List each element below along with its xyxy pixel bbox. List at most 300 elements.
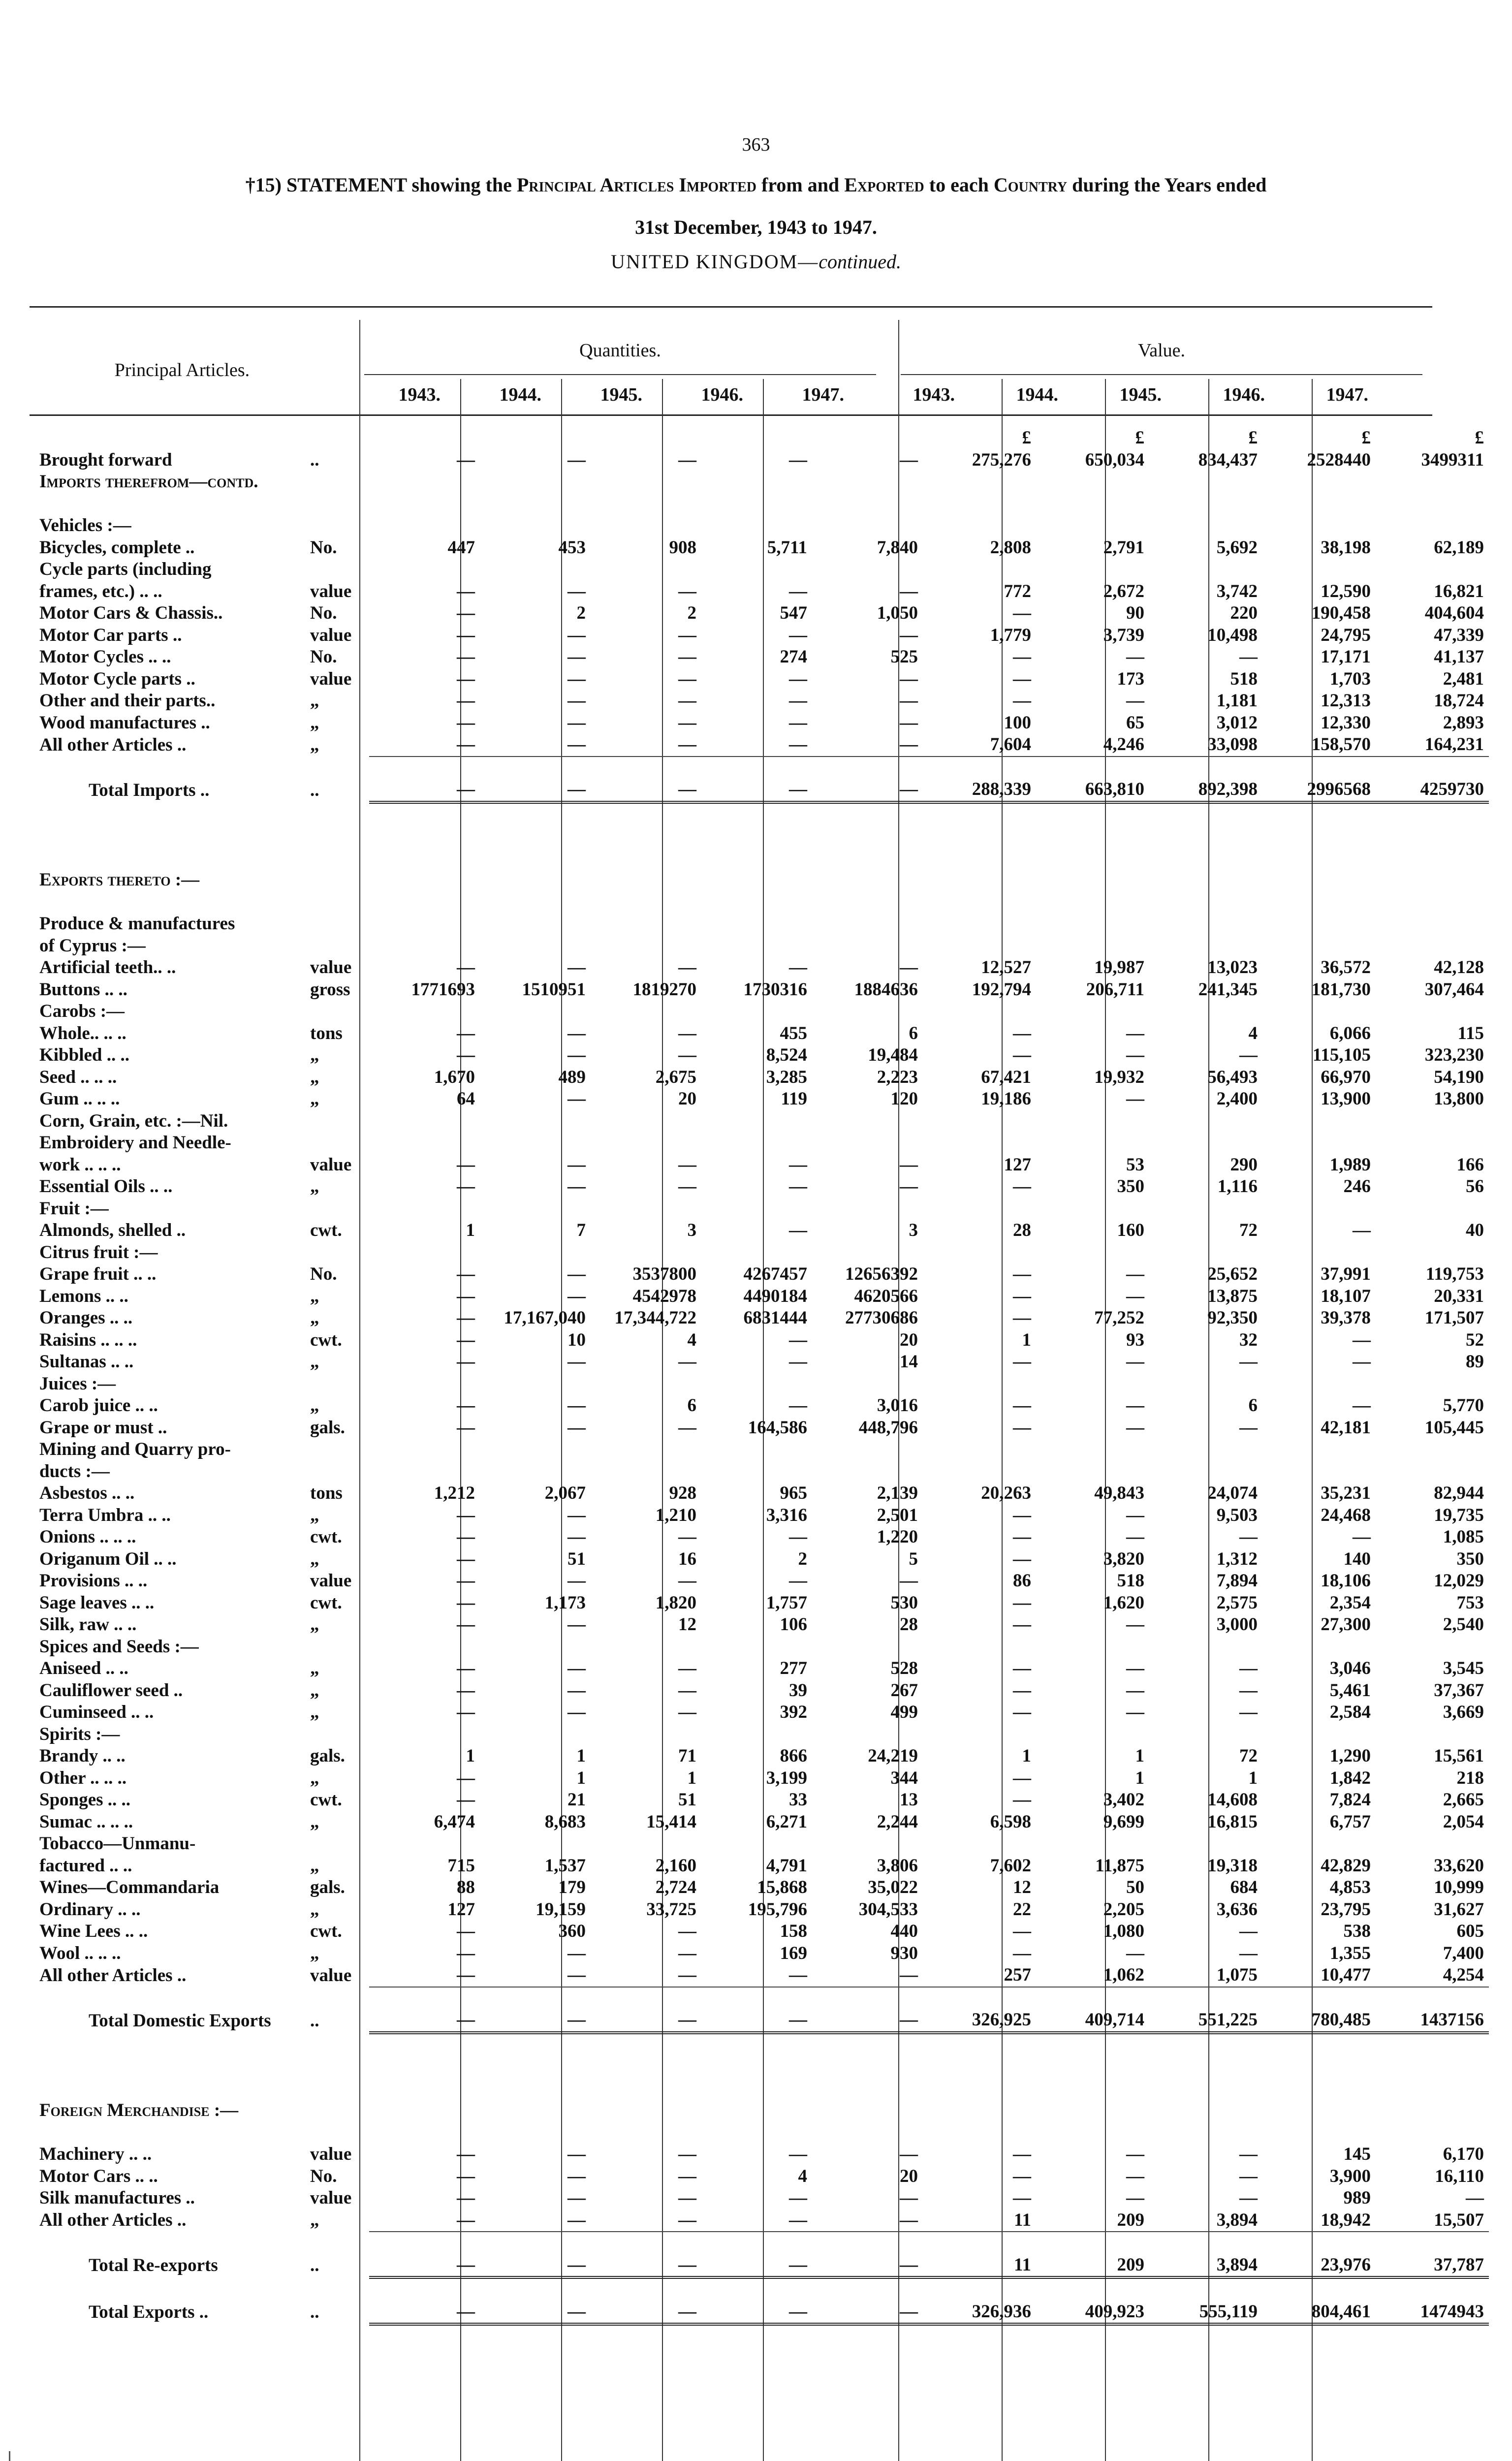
quantity-cell bbox=[480, 802, 591, 826]
article-label: Juices :— bbox=[39, 1373, 116, 1394]
quantity-cell bbox=[369, 1439, 480, 1461]
value-cell bbox=[923, 1132, 1036, 1154]
value-cell bbox=[923, 2056, 1036, 2078]
quantity-cell: 440 bbox=[890, 1921, 918, 1942]
unit-label: „ bbox=[310, 1548, 319, 1569]
quantity-cell: — bbox=[678, 1680, 696, 1701]
quantity-cell bbox=[812, 935, 923, 957]
quantity-cell: — bbox=[457, 712, 475, 733]
quantity-cell: — bbox=[900, 691, 918, 711]
table-row bbox=[30, 1307, 1489, 1329]
value-cell: — bbox=[1013, 1921, 1031, 1942]
quantity-cell bbox=[812, 2277, 923, 2301]
quantity-cell: — bbox=[567, 1176, 586, 1197]
value-cell bbox=[1036, 559, 1149, 581]
article-label bbox=[30, 493, 310, 515]
value-cell bbox=[1036, 2033, 1149, 2056]
value-cell: — bbox=[1126, 1505, 1144, 1525]
quantity-cell bbox=[480, 935, 591, 957]
article-label: ducts :— bbox=[39, 1461, 110, 1482]
quantity-cell bbox=[812, 2078, 923, 2100]
quantity-cell bbox=[480, 1110, 591, 1133]
value-cell: — bbox=[1239, 647, 1258, 667]
value-cell: 6,170 bbox=[1443, 2144, 1484, 2165]
quantity-cell: 16 bbox=[678, 1548, 696, 1569]
quantity-cell bbox=[701, 1373, 812, 1395]
value-cell: — bbox=[1013, 1658, 1031, 1679]
value-cell: 5,461 bbox=[1329, 1680, 1371, 1701]
quantity-cell bbox=[701, 1242, 812, 1264]
value-cell bbox=[1149, 757, 1262, 779]
quantity-cell bbox=[591, 935, 701, 957]
value-cell: 650,034 bbox=[1085, 449, 1144, 470]
quantity-cell bbox=[812, 1833, 923, 1855]
quantity-cell: 4 bbox=[687, 1329, 696, 1350]
quantity-cell: — bbox=[457, 647, 475, 667]
value-cell: 6,066 bbox=[1329, 1023, 1371, 1043]
table-row bbox=[30, 2122, 1489, 2144]
value-cell: 326,936 bbox=[923, 2301, 1036, 2325]
quantity-cell bbox=[701, 802, 812, 826]
year-header-v1945: 1945. bbox=[1119, 384, 1162, 405]
unit-label bbox=[310, 1198, 369, 1220]
value-cell: 10,498 bbox=[1207, 625, 1258, 645]
value-cell: 24,795 bbox=[1321, 625, 1371, 645]
header-bottom-rule bbox=[30, 414, 1432, 416]
value-cell: 780,485 bbox=[1262, 2009, 1376, 2033]
value-cell: — bbox=[1126, 691, 1144, 711]
header-top-rule bbox=[30, 306, 1432, 308]
value-cell: 16,815 bbox=[1207, 1811, 1258, 1832]
value-cell bbox=[1036, 1242, 1149, 1264]
quantity-cell: — bbox=[457, 1790, 475, 1810]
quantity-cell bbox=[812, 802, 923, 826]
value-cell: 115 bbox=[1457, 1023, 1484, 1043]
value-cell: 62,189 bbox=[1434, 537, 1484, 558]
table-row bbox=[30, 757, 1489, 779]
quantity-cell bbox=[701, 427, 812, 449]
table-row bbox=[30, 2078, 1489, 2100]
quantity-cell bbox=[480, 2232, 591, 2254]
value-cell: £ bbox=[1475, 428, 1484, 448]
value-cell: 20,263 bbox=[981, 1483, 1031, 1504]
quantity-cell: — bbox=[678, 1023, 696, 1043]
quantity-cell: 6 bbox=[687, 1395, 696, 1416]
value-cell: — bbox=[1013, 2166, 1031, 2186]
value-cell bbox=[923, 913, 1036, 935]
value-cell bbox=[1376, 1110, 1489, 1133]
quantity-cell: — bbox=[591, 779, 701, 802]
article-label: Motor Cycles .. .. bbox=[39, 647, 171, 667]
unit-label: .. bbox=[310, 2255, 319, 2276]
article-label: Silk, raw .. .. bbox=[39, 1614, 137, 1635]
unit-label: „ bbox=[310, 1505, 319, 1525]
quantity-cell: — bbox=[567, 1702, 586, 1723]
value-cell: 190,458 bbox=[1311, 603, 1371, 624]
value-cell: — bbox=[1126, 1395, 1144, 1416]
quantity-cell: — bbox=[678, 1921, 696, 1942]
value-cell: — bbox=[1353, 1395, 1371, 1416]
value-cell bbox=[1376, 848, 1489, 870]
unit-label bbox=[310, 559, 369, 581]
table-row bbox=[30, 2301, 1489, 2325]
value-cell: 1,181 bbox=[1216, 691, 1258, 711]
quantity-cell: — bbox=[457, 1921, 475, 1942]
value-cell: — bbox=[1013, 1352, 1031, 1372]
quantity-cell: — bbox=[457, 1527, 475, 1547]
quantity-cell bbox=[369, 559, 480, 581]
unit-label: „ bbox=[310, 1089, 319, 1109]
unit-label bbox=[310, 2100, 369, 2122]
value-cell: 6,598 bbox=[990, 1811, 1031, 1832]
year-header-q1943: 1943. bbox=[398, 384, 441, 405]
quantity-cell: 2,501 bbox=[877, 1505, 918, 1525]
value-cell: 4,246 bbox=[1036, 734, 1149, 757]
value-cell: 37,991 bbox=[1321, 1264, 1371, 1285]
quantity-cell: — bbox=[457, 2166, 475, 2186]
value-cell: — bbox=[1126, 2144, 1144, 2165]
quantity-cell bbox=[591, 802, 701, 826]
value-cell: 1474943 bbox=[1376, 2301, 1489, 2325]
article-label: Motor Cars .. .. bbox=[39, 2166, 158, 2186]
quantity-cell: 1 bbox=[576, 1767, 586, 1788]
quantity-cell: — bbox=[567, 1395, 586, 1416]
value-cell: 1,080 bbox=[1103, 1921, 1144, 1942]
quantity-cell bbox=[812, 2100, 923, 2122]
value-cell: 18,724 bbox=[1434, 691, 1484, 711]
value-cell: 12,527 bbox=[981, 957, 1031, 978]
quantity-cell: — bbox=[678, 712, 696, 733]
quantity-cell: 10 bbox=[567, 1329, 586, 1350]
quantity-cell: — bbox=[701, 779, 812, 802]
quantity-cell: 1 bbox=[576, 1746, 586, 1767]
quantity-cell: — bbox=[812, 2009, 923, 2033]
value-cell: 1,355 bbox=[1329, 1943, 1371, 1963]
value-cell: — bbox=[1126, 647, 1144, 667]
table-row bbox=[30, 427, 1489, 449]
value-cell bbox=[1149, 1242, 1262, 1264]
quantity-cell: 39 bbox=[789, 1680, 807, 1701]
quantity-cell bbox=[369, 891, 480, 914]
quantity-cell: 15,414 bbox=[646, 1811, 696, 1832]
quantity-cell: 6,474 bbox=[434, 1811, 475, 1832]
unit-label: „ bbox=[310, 1811, 319, 1832]
quantity-cell: 6,271 bbox=[766, 1811, 807, 1832]
article-label: Embroidery and Needle- bbox=[39, 1133, 231, 1153]
value-cell bbox=[1036, 1439, 1149, 1461]
value-cell: 140 bbox=[1343, 1548, 1371, 1569]
quantity-cell: — bbox=[812, 779, 923, 802]
table-row bbox=[30, 1242, 1489, 1264]
table-row bbox=[30, 2277, 1489, 2301]
table-row bbox=[30, 1110, 1489, 1133]
quantity-cell bbox=[812, 757, 923, 779]
unit-label: value bbox=[310, 581, 352, 601]
unit-label: „ bbox=[310, 1658, 319, 1679]
value-cell: 49,843 bbox=[1094, 1483, 1144, 1504]
value-cell: — bbox=[1353, 1352, 1371, 1372]
quantity-cell: — bbox=[457, 1592, 475, 1613]
quantity-cell: 158 bbox=[780, 1921, 807, 1942]
quantity-cell: — bbox=[567, 1943, 586, 1963]
value-cell bbox=[1262, 2232, 1376, 2254]
value-cell bbox=[1036, 1001, 1149, 1023]
table-row bbox=[30, 1811, 1489, 1833]
value-cell bbox=[1149, 1001, 1262, 1023]
quantity-cell: 127 bbox=[447, 1899, 475, 1920]
quantity-cell: — bbox=[369, 1964, 480, 1987]
quantity-cell bbox=[591, 1987, 701, 2010]
quantity-cell: 448,796 bbox=[858, 1417, 918, 1438]
article-label: Tobacco—Unmanu- bbox=[39, 1833, 196, 1854]
quantity-cell: — bbox=[457, 1658, 475, 1679]
quantity-cell bbox=[701, 848, 812, 870]
value-cell bbox=[1376, 913, 1489, 935]
quantity-cell: — bbox=[567, 1680, 586, 1701]
value-cell: — bbox=[1126, 1023, 1144, 1043]
quantity-cell: — bbox=[567, 1527, 586, 1547]
value-cell bbox=[1262, 1636, 1376, 1658]
article-label: Fruit :— bbox=[39, 1198, 109, 1219]
quantity-cell: 195,796 bbox=[748, 1899, 807, 1920]
quantity-cell bbox=[369, 2232, 480, 2254]
quantity-cell: — bbox=[457, 1614, 475, 1635]
value-cell: 3,000 bbox=[1216, 1614, 1258, 1635]
quantity-cell bbox=[369, 1198, 480, 1220]
quantity-cell: 2,724 bbox=[655, 1877, 696, 1898]
quantity-cell: — bbox=[789, 1220, 807, 1241]
article-label bbox=[30, 2232, 310, 2254]
value-cell bbox=[1149, 891, 1262, 914]
quantity-cell: 453 bbox=[558, 537, 586, 558]
value-cell: 28 bbox=[1013, 1220, 1031, 1241]
unit-label: „ bbox=[310, 1767, 319, 1788]
title-part-c: from and bbox=[761, 174, 840, 196]
quantity-cell: — bbox=[591, 2209, 701, 2232]
value-cell: 100 bbox=[1004, 712, 1031, 733]
quantity-cell bbox=[591, 1198, 701, 1220]
quantity-cell bbox=[591, 1132, 701, 1154]
unit-label bbox=[310, 802, 369, 826]
quantity-cell: 17,167,040 bbox=[504, 1308, 586, 1328]
value-cell: — bbox=[1013, 668, 1031, 689]
value-cell: — bbox=[1126, 1527, 1144, 1547]
quantity-cell bbox=[812, 1987, 923, 2010]
value-cell: £ bbox=[1361, 428, 1371, 448]
unit-label bbox=[310, 757, 369, 779]
value-cell bbox=[1036, 1373, 1149, 1395]
unit-label: value bbox=[310, 957, 352, 978]
value-cell: 41,137 bbox=[1434, 647, 1484, 667]
quantity-cell: 530 bbox=[890, 1592, 918, 1613]
value-cell bbox=[1262, 2100, 1376, 2122]
unit-label bbox=[310, 1132, 369, 1154]
value-cell: 4259730 bbox=[1376, 779, 1489, 802]
value-cell bbox=[1149, 848, 1262, 870]
value-cell bbox=[1149, 559, 1262, 581]
quantity-cell: 2 bbox=[687, 603, 696, 624]
quantity-cell: — bbox=[480, 1964, 591, 1987]
article-label: factured .. .. bbox=[39, 1855, 132, 1876]
value-cell bbox=[1036, 825, 1149, 848]
quantity-cell: — bbox=[457, 1045, 475, 1066]
value-cell: 2,481 bbox=[1443, 668, 1484, 689]
quantity-cell bbox=[591, 559, 701, 581]
quantity-cell: 4267457 bbox=[743, 1264, 807, 1285]
value-cell: 2,791 bbox=[1103, 537, 1144, 558]
quantity-cell: — bbox=[567, 1264, 586, 1285]
value-cell bbox=[1376, 1373, 1489, 1395]
quantity-cell bbox=[812, 2033, 923, 2056]
table-row bbox=[30, 1154, 1489, 1176]
value-cell: — bbox=[1126, 1614, 1144, 1635]
table-row bbox=[30, 2209, 1489, 2232]
quantity-cell: — bbox=[678, 647, 696, 667]
quantity-cell: — bbox=[900, 1571, 918, 1591]
value-cell: 4,853 bbox=[1329, 1877, 1371, 1898]
table-row bbox=[30, 1023, 1489, 1045]
table-row bbox=[30, 1592, 1489, 1614]
quantity-cell bbox=[812, 1636, 923, 1658]
article-label: Aniseed .. .. bbox=[39, 1658, 128, 1679]
value-cell: 350 bbox=[1117, 1176, 1144, 1197]
statement-table-body bbox=[30, 427, 1489, 2324]
value-cell bbox=[1036, 515, 1149, 537]
quantity-cell bbox=[701, 1198, 812, 1220]
table-row bbox=[30, 1745, 1489, 1767]
article-label: Sponges .. .. bbox=[39, 1790, 131, 1810]
quantity-cell: 106 bbox=[780, 1614, 807, 1635]
quantity-cell bbox=[591, 471, 701, 493]
quantity-cell: 3537800 bbox=[632, 1264, 696, 1285]
value-cell bbox=[1149, 471, 1262, 493]
value-cell: 3,900 bbox=[1329, 2166, 1371, 2186]
value-cell bbox=[1262, 1001, 1376, 1023]
value-cell bbox=[1262, 2277, 1376, 2301]
value-cell: 12,330 bbox=[1321, 712, 1371, 733]
unit-label bbox=[310, 891, 369, 914]
value-cell bbox=[1036, 1461, 1149, 1483]
quantity-cell: 119 bbox=[781, 1089, 807, 1109]
table-row bbox=[30, 1921, 1489, 1943]
article-label: Spices and Seeds :— bbox=[39, 1636, 199, 1657]
quantity-cell bbox=[591, 2122, 701, 2144]
quantity-cell: — bbox=[678, 1658, 696, 1679]
quantity-cell bbox=[701, 493, 812, 515]
value-cell: — bbox=[1013, 1286, 1031, 1306]
quantity-cell bbox=[591, 869, 701, 891]
unit-label: value bbox=[310, 2188, 352, 2209]
quantity-cell: 4542978 bbox=[632, 1286, 696, 1306]
article-label: Cauliflower seed .. bbox=[39, 1680, 183, 1701]
unit-label bbox=[310, 2277, 369, 2301]
quantity-cell bbox=[701, 935, 812, 957]
value-cell bbox=[923, 2232, 1036, 2254]
value-cell bbox=[1262, 1461, 1376, 1483]
value-cell: 220 bbox=[1230, 603, 1258, 624]
value-cell bbox=[923, 1833, 1036, 1855]
value-cell: — bbox=[1239, 1045, 1258, 1066]
value-cell: 19,735 bbox=[1434, 1505, 1484, 1525]
value-cell bbox=[1376, 891, 1489, 914]
quantity-cell bbox=[701, 1439, 812, 1461]
quantity-cell bbox=[480, 1724, 591, 1746]
unit-label: tons bbox=[310, 1023, 343, 1043]
value-cell: 192,794 bbox=[972, 979, 1031, 1000]
quantity-cell bbox=[701, 515, 812, 537]
value-cell: 1 bbox=[1135, 1746, 1144, 1767]
quantity-cell: 17,344,722 bbox=[614, 1308, 696, 1328]
value-cell: 3,820 bbox=[1103, 1548, 1144, 1569]
unit-label: .. bbox=[310, 2010, 319, 2031]
article-label bbox=[30, 802, 310, 826]
value-cell: — bbox=[1239, 1702, 1258, 1723]
quantity-cell: — bbox=[678, 1352, 696, 1372]
unit-label: value bbox=[310, 2144, 352, 2165]
quantity-cell: — bbox=[457, 1154, 475, 1175]
quantity-cell: — bbox=[457, 957, 475, 978]
unit-label: No. bbox=[310, 647, 337, 667]
value-cell: 35,231 bbox=[1321, 1483, 1371, 1504]
unit-label: „ bbox=[310, 1680, 319, 1701]
value-cell bbox=[923, 1198, 1036, 1220]
value-cell: — bbox=[1239, 1527, 1258, 1547]
quantity-cell bbox=[369, 427, 480, 449]
table-row bbox=[30, 1132, 1489, 1154]
quantity-cell: — bbox=[678, 2188, 696, 2209]
value-cell: 1,620 bbox=[1103, 1592, 1144, 1613]
title-part-g: during the Years ended bbox=[1072, 174, 1267, 196]
value-cell bbox=[1149, 1987, 1262, 2010]
quantity-cell: 1,220 bbox=[877, 1527, 918, 1547]
unit-label: cwt. bbox=[310, 1592, 342, 1613]
quantity-cell: 14 bbox=[900, 1352, 918, 1372]
value-cell: 2,893 bbox=[1443, 712, 1484, 733]
unit-label: „ bbox=[310, 1899, 319, 1920]
value-cell bbox=[1149, 493, 1262, 515]
value-header: Value. bbox=[1137, 340, 1186, 361]
quantity-cell bbox=[812, 1461, 923, 1483]
value-cell: 3,739 bbox=[1103, 625, 1144, 645]
article-label: Brandy .. .. bbox=[39, 1746, 126, 1767]
quantity-cell: — bbox=[789, 1395, 807, 1416]
quantity-cell bbox=[591, 891, 701, 914]
quantity-cell: — bbox=[591, 2301, 701, 2325]
value-cell: 350 bbox=[1456, 1548, 1484, 1569]
unit-label: cwt. bbox=[310, 1790, 342, 1810]
quantity-cell bbox=[591, 848, 701, 870]
value-cell bbox=[1036, 471, 1149, 493]
quantity-cell: 5 bbox=[909, 1548, 918, 1569]
value-cell: 42,181 bbox=[1321, 1417, 1371, 1438]
value-cell bbox=[923, 1001, 1036, 1023]
unit-label: gals. bbox=[310, 1877, 345, 1898]
quantity-cell: 392 bbox=[780, 1702, 807, 1723]
quantity-cell: — bbox=[369, 2254, 480, 2278]
unit-label: „ bbox=[310, 1395, 319, 1416]
quantity-cell bbox=[480, 1833, 591, 1855]
article-label bbox=[30, 1987, 310, 2010]
article-label: Whole.. .. .. bbox=[39, 1023, 126, 1043]
value-cell: 555,119 bbox=[1149, 2301, 1262, 2325]
quantity-cell: — bbox=[591, 1964, 701, 1987]
value-cell: 3,742 bbox=[1216, 581, 1258, 601]
value-cell: 52 bbox=[1466, 1329, 1484, 1350]
value-cell: — bbox=[1013, 647, 1031, 667]
value-cell: 12,590 bbox=[1321, 581, 1371, 601]
value-cell bbox=[1036, 2100, 1149, 2122]
value-cell: 23,795 bbox=[1321, 1899, 1371, 1920]
